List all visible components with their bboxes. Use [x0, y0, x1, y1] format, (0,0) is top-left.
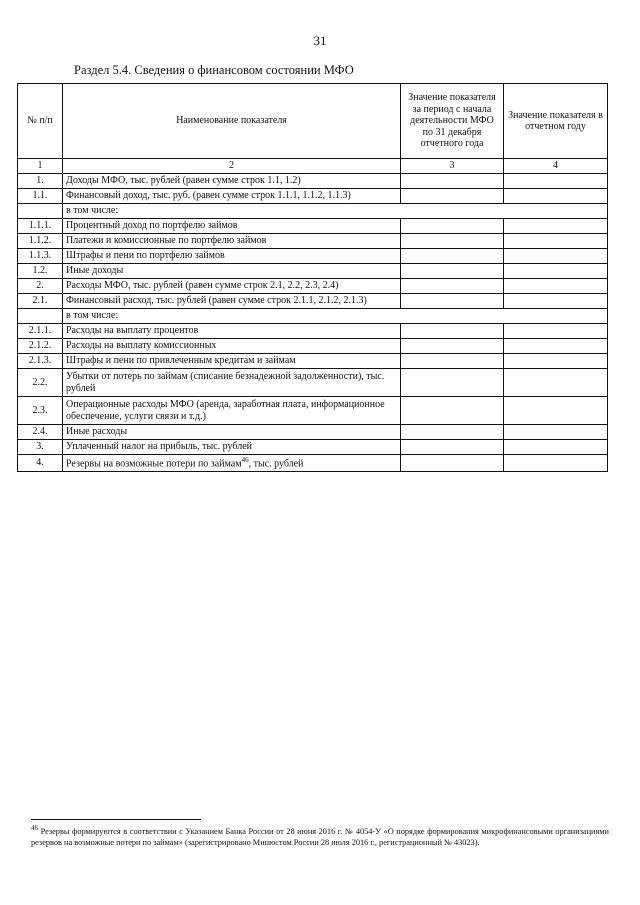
row-indicator-name: [63, 397, 401, 425]
row-indicator-name: [63, 455, 401, 472]
row-indicator-name: [63, 425, 401, 440]
table-row: [18, 369, 608, 397]
table-row: [18, 279, 608, 294]
row-number: 2.: [18, 279, 63, 294]
footnote-reference: 46: [241, 456, 249, 464]
row-indicator-text: в том числе:: [66, 310, 119, 322]
header-indicator-name: Наименование показателя: [63, 84, 401, 159]
row-number: 2.4.: [18, 425, 63, 440]
row-indicator-name: [63, 324, 401, 339]
value-year-cell[interactable]: [504, 440, 608, 455]
column-index: 3: [401, 159, 504, 174]
table-row: [18, 339, 608, 354]
section-title: Раздел 5.4. Сведения о финансовом состоянии МФО: [74, 63, 354, 77]
row-indicator-text: Платежи и комиссионные по портфелю займов: [66, 235, 267, 247]
header-value-period: Значение показателя за период с начала деятельности МФО по 31 декабря отчетного года: [401, 84, 504, 159]
row-number: 1.1.3.: [18, 249, 63, 264]
row-indicator-name: [63, 204, 608, 219]
value-year-cell[interactable]: [504, 249, 608, 264]
value-period-cell[interactable]: [401, 294, 504, 309]
value-year-cell[interactable]: [504, 397, 608, 425]
value-year-cell[interactable]: [504, 219, 608, 234]
table-row: [18, 264, 608, 279]
row-indicator-text: Расходы на выплату комиссионных: [66, 340, 217, 352]
value-period-cell[interactable]: [401, 324, 504, 339]
row-number: [18, 309, 63, 324]
header-number: № п/п: [18, 84, 63, 159]
row-indicator-name: [63, 234, 401, 249]
value-year-cell[interactable]: [504, 369, 608, 397]
row-indicator-text: Резервы на возможные потери по займам: [66, 458, 242, 470]
row-indicator-text: Расходы на выплату процентов: [66, 325, 199, 337]
value-period-cell[interactable]: [401, 189, 504, 204]
value-year-cell[interactable]: [504, 264, 608, 279]
table-row: [18, 440, 608, 455]
row-number: 2.1.: [18, 294, 63, 309]
row-indicator-suffix: , тыс. рублей: [248, 458, 304, 470]
value-year-cell[interactable]: [504, 279, 608, 294]
table-row: [18, 219, 608, 234]
table-row: [18, 234, 608, 249]
row-indicator-text: в том числе:: [66, 205, 119, 217]
value-year-cell[interactable]: [504, 174, 608, 189]
row-number: 1.1.2.: [18, 234, 63, 249]
row-indicator-name: [63, 339, 401, 354]
table-row: [18, 455, 608, 472]
row-indicator-text: Финансовый расход, тыс. рублей (равен сумме строк 2.1.1, 2.1.2, 2.1.3): [66, 295, 367, 307]
row-indicator-name: [63, 264, 401, 279]
row-indicator-name: [63, 249, 401, 264]
row-indicator-name: [63, 294, 401, 309]
financial-table: [17, 83, 608, 472]
footnote-divider: [31, 819, 201, 820]
value-year-cell[interactable]: [504, 189, 608, 204]
column-index: 2: [63, 159, 401, 174]
row-number: 1.1.1.: [18, 219, 63, 234]
value-period-cell[interactable]: [401, 354, 504, 369]
footnote-text: Резервы формируются в соответствии с Указанием Банка России от 28 июня 2016 г. № 4054-У «О порядке формирования микрофинансовыми организациями резервов на возможные потери по займам» (зарегистрировано Минюстом России 28 июля 2016 г., регистрационный № 43023).: [31, 826, 610, 847]
table-row: [18, 324, 608, 339]
table-row: [18, 397, 608, 425]
value-year-cell[interactable]: [504, 324, 608, 339]
row-number: 2.1.1.: [18, 324, 63, 339]
row-number: 1.: [18, 174, 63, 189]
value-period-cell[interactable]: [401, 369, 504, 397]
row-indicator-name: [63, 279, 401, 294]
row-indicator-text: Доходы МФО, тыс. рублей (равен сумме строк 1.1, 1.2): [66, 175, 301, 187]
row-number: 2.1.3.: [18, 354, 63, 369]
row-indicator-text: Операционные расходы МФО (аренда, заработная плата, информационное обеспечение, услуги связи и т.д.): [66, 399, 385, 422]
value-year-cell[interactable]: [504, 339, 608, 354]
value-period-cell[interactable]: [401, 440, 504, 455]
row-number: 4.: [18, 455, 63, 472]
row-indicator-name: [63, 174, 401, 189]
row-indicator-text: Штрафы и пени по привлеченным кредитам и займам: [66, 355, 296, 367]
row-indicator-text: Иные доходы: [66, 265, 124, 277]
table-header-row: [18, 84, 608, 159]
header-value-year: Значение показателя в отчетном году: [504, 84, 608, 159]
value-period-cell[interactable]: [401, 219, 504, 234]
column-index-row: [18, 159, 608, 174]
column-index: 1: [18, 159, 63, 174]
table-row: [18, 294, 608, 309]
table-row: [18, 354, 608, 369]
value-year-cell[interactable]: [504, 294, 608, 309]
value-period-cell[interactable]: [401, 264, 504, 279]
row-indicator-text: Убытки от потерь по займам (списание безнадежной задолженности), тыс. рублей: [66, 371, 385, 394]
value-period-cell[interactable]: [401, 249, 504, 264]
row-indicator-text: Иные расходы: [66, 426, 128, 438]
row-number: 1.2.: [18, 264, 63, 279]
page-number: 31: [313, 33, 327, 48]
value-period-cell[interactable]: [401, 455, 504, 472]
row-indicator-name: [63, 219, 401, 234]
row-number: 2.3.: [18, 397, 63, 425]
table-row: [18, 249, 608, 264]
row-number: 2.1.2.: [18, 339, 63, 354]
table-row: [18, 174, 608, 189]
table-row: [18, 204, 608, 219]
row-indicator-name: [63, 189, 401, 204]
table-row: [18, 425, 608, 440]
row-indicator-text: Уплаченный налог на прибыль, тыс. рублей: [66, 441, 253, 453]
value-period-cell[interactable]: [401, 174, 504, 189]
row-number: 1.1.: [18, 189, 63, 204]
value-year-cell[interactable]: [504, 425, 608, 440]
row-indicator-name: [63, 354, 401, 369]
row-number: 2.2.: [18, 369, 63, 397]
row-indicator-text: Финансовый доход, тыс. руб. (равен сумме строк 1.1.1, 1.1.2, 1.1.3): [66, 190, 351, 202]
row-number: 3.: [18, 440, 63, 455]
value-period-cell[interactable]: [401, 234, 504, 249]
row-indicator-name: [63, 440, 401, 455]
row-indicator-text: Процентный доход по портфелю займов: [66, 220, 238, 232]
row-number: [18, 204, 63, 219]
footnote-marker: 46: [31, 824, 38, 832]
footnote: [31, 824, 609, 848]
table-row: [18, 309, 608, 324]
value-year-cell[interactable]: [504, 234, 608, 249]
table-body: [18, 174, 608, 472]
row-indicator-name: [63, 309, 608, 324]
value-year-cell[interactable]: [504, 354, 608, 369]
table-row: [18, 189, 608, 204]
value-period-cell[interactable]: [401, 279, 504, 294]
value-period-cell[interactable]: [401, 339, 504, 354]
value-period-cell[interactable]: [401, 397, 504, 425]
row-indicator-text: Штрафы и пени по портфелю займов: [66, 250, 225, 262]
column-index: 4: [504, 159, 608, 174]
value-period-cell[interactable]: [401, 425, 504, 440]
row-indicator-text: Расходы МФО, тыс. рублей (равен сумме строк 2.1, 2.2, 2.3, 2.4): [66, 280, 339, 292]
row-indicator-name: [63, 369, 401, 397]
value-year-cell[interactable]: [504, 455, 608, 472]
